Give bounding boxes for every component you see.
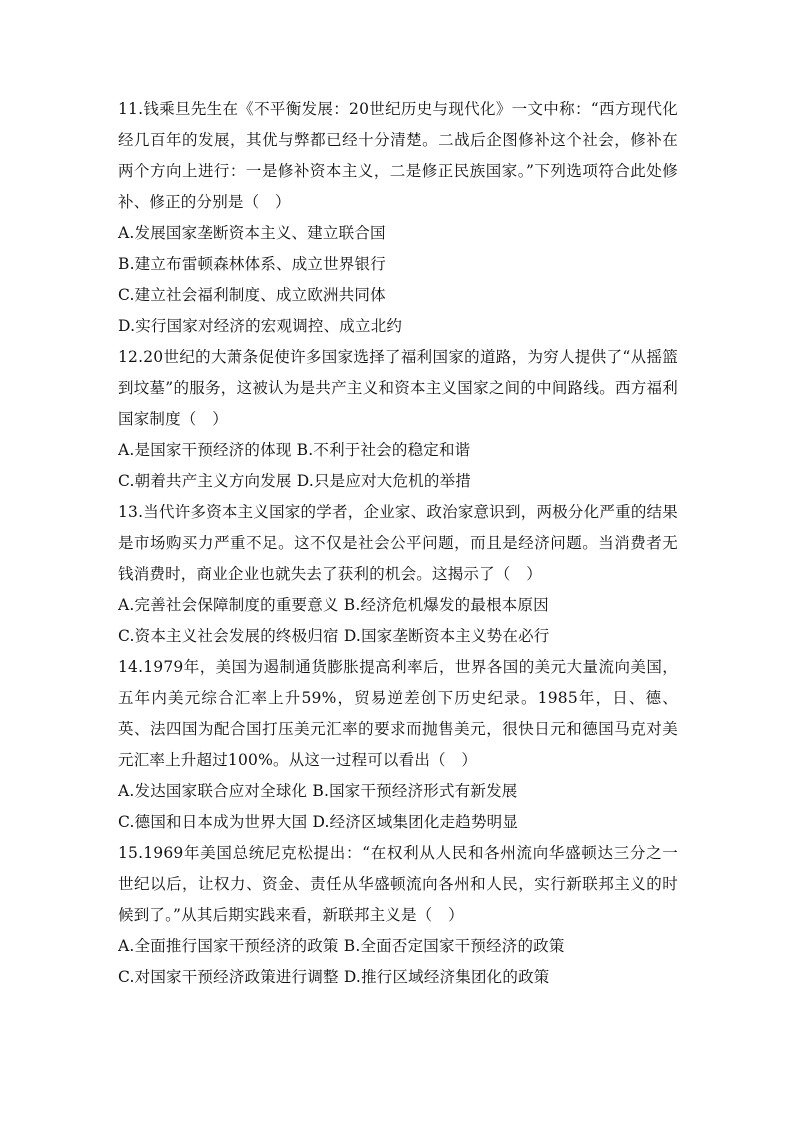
option-c-d: C.资本主义社会发展的终极归宿 D.国家垄断资本主义势在必行 (118, 627, 550, 645)
document-page (118, 94, 678, 993)
option-a-b: A.全面推行国家干预经济的政策 B.全面否定国家干预经济的政策 (118, 937, 565, 955)
question-stem: 14.1979年，美国为遏制通货膨胀提高利率后，世界各国的美元大量流向美国，五年内美元综合汇率上升59%，贸易逆差创下历史纪录。1985年，日、德、英、法四国为配合国打压美元汇率的要求而抛售美元，很快日元和德国马克对美元汇率上升超过100%。从这一过程可以看出（ ） (118, 658, 678, 769)
question-13 (118, 497, 678, 652)
option-c-d: C.德国和日本成为世界大国 D.经济区域集团化走趋势明显 (118, 813, 519, 831)
question-stem: 12.20世纪的大萧条促使许多国家选择了福利国家的道路，为穷人提供了“从摇篮到坟墓”的服务，这被认为是共产主义和资本主义国家之间的中间路线。西方福利国家制度（ ） (118, 348, 678, 428)
option-d: D.实行国家对经济的宏观调控、成立北约 (118, 317, 403, 335)
question-stem: 11.钱乘旦先生在《不平衡发展：20世纪历史与现代化》一文中称：“西方现代化经几百年的发展，其优与弊都已经十分清楚。二战后企图修补这个社会，修补在两个方向上进行：一是修补资本主义，二是修正民族国家。”下列选项符合此处修补、修正的分别是（ ） (118, 100, 678, 211)
option-a: A.发展国家垄断资本主义、建立联合国 (118, 224, 386, 242)
option-c-d: C.对国家干预经济政策进行调整 D.推行区域经济集团化的政策 (118, 968, 550, 986)
option-a-b: A.完善社会保障制度的重要意义 B.经济危机爆发的最根本原因 (118, 596, 549, 614)
option-a-b: A.是国家干预经济的体现 B.不利于社会的稳定和谐 (118, 441, 471, 459)
question-12 (118, 342, 678, 497)
question-stem: 15.1969年美国总统尼克松提出：“在权利从人民和各州流向华盛顿达三分之一世纪以后，让权力、资金、责任从华盛顿流向各州和人民，实行新联邦主义的时候到了。”从其后期实践来看，新联邦主义是（ ） (118, 844, 678, 924)
question-15 (118, 838, 678, 993)
question-stem: 13.当代许多资本主义国家的学者，企业家、政治家意识到，两极分化严重的结果是市场购买力严重不足。这不仅是社会公平问题，而且是经济问题。当消费者无钱消费时，商业企业也就失去了获利的机会。这揭示了（ ） (118, 503, 678, 583)
option-c: C.建立社会福利制度、成立欧洲共同体 (118, 286, 386, 304)
option-b: B.建立布雷顿森林体系、成立世界银行 (118, 255, 386, 273)
question-11 (118, 94, 678, 342)
option-c-d: C.朝着共产主义方向发展 D.只是应对大危机的举措 (118, 472, 471, 490)
option-a-b: A.发达国家联合应对全球化 B.国家干预经济形式有新发展 (118, 782, 518, 800)
question-14 (118, 652, 678, 838)
